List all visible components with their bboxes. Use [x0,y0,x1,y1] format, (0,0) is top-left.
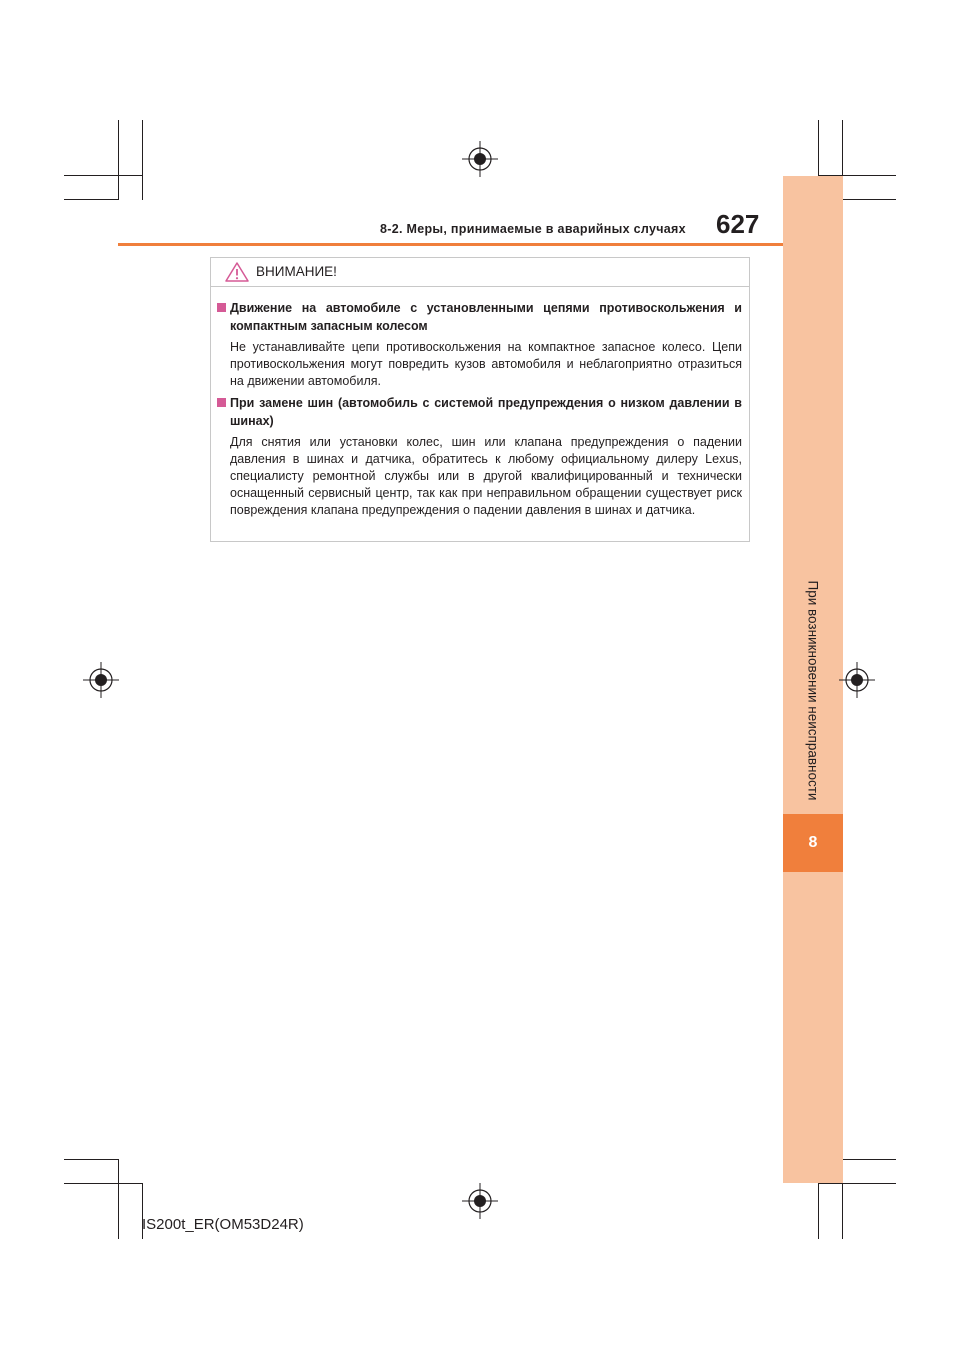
crop-mark [64,175,142,176]
caution-item-title-text: При замене шин (автомобиль с системой предупреждения о низком давлении в шинах) [230,396,742,428]
crop-mark [842,199,896,200]
caution-item-title [230,394,742,430]
crop-mark [118,1159,119,1239]
crop-mark [64,199,118,200]
caution-item-title-text: Движение на автомобиле с установленными цепями противоскольжения и компактным запасным колесом [230,301,742,333]
warning-triangle-icon [225,262,249,282]
crop-mark [818,1183,819,1239]
caution-heading: ВНИМАНИЕ! [256,264,337,279]
crop-mark [118,120,119,200]
header-rule [118,243,783,246]
registration-target-icon [462,141,498,177]
caution-box [210,257,750,542]
caution-item-body: Не устанавливайте цепи противоскольжения на компактное запасное колесо. Цепи противоскольжения могут повредить кузов автомобиля и неблагоприятно отразиться на движении автомобиля. [230,340,742,388]
document-code: IS200t_ER(OM53D24R) [142,1216,304,1233]
registration-target-icon [83,662,119,698]
crop-mark [64,1183,142,1184]
chapter-tab-title: При возникновении неисправности [805,580,821,800]
chapter-tab-title-wrap [783,560,843,820]
registration-target-icon [839,662,875,698]
square-bullet-icon [217,398,226,407]
registration-target-icon [462,1183,498,1219]
caution-header [211,258,749,287]
page-number: 627 [716,209,760,239]
caution-item-title [230,299,742,335]
crop-mark [842,1159,896,1160]
crop-mark [818,1183,896,1184]
section-title: 8-2. Меры, принимаемые в аварийных случаях [380,222,686,236]
chapter-number: 8 [783,814,843,872]
square-bullet-icon [217,303,226,312]
crop-mark [142,120,143,200]
caution-item-body: Для снятия или установки колес, шин или клапана предупреждения о падении давления в шинах и датчика, обратитесь к любому официальному дилеру Lexus, специалисту ремонтной службы или в другой квалифицированный и технически оснащенный сервисный центр, так как при неправильном обращении существует риск повреждения клапана предупреждения о падении давления в шинах и датчика. [230,435,742,517]
crop-mark [64,1159,118,1160]
